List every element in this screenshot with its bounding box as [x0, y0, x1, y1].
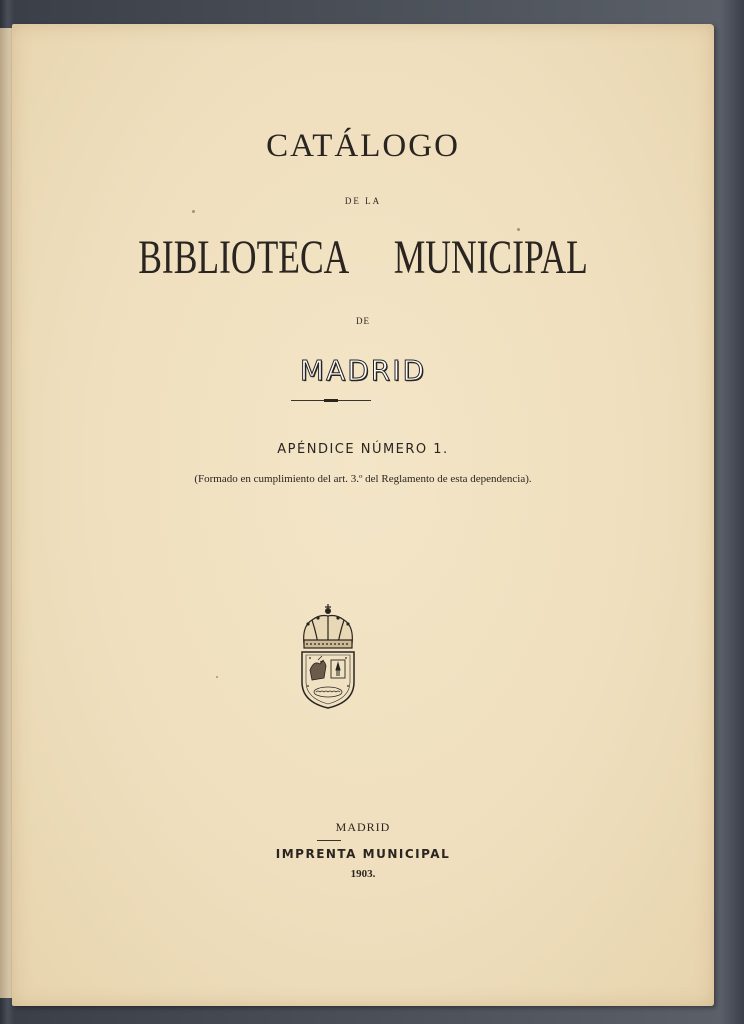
imprint-press: IMPRENTA MUNICIPAL: [275, 847, 451, 861]
paper-speck: [192, 210, 195, 213]
madrid-coat-of-arms-icon: [296, 600, 360, 712]
title-madrid: MADRID: [299, 354, 427, 387]
title-biblioteca-municipal: [103, 230, 622, 285]
title-biblioteca: BIBLIOTECA: [138, 231, 350, 284]
imprint-city: MADRID: [335, 820, 391, 834]
title-de: DE: [356, 316, 370, 326]
title-catalogo: CATÁLOGO: [266, 128, 460, 164]
appendix-heading: APÉNDICE NÚMERO 1.: [277, 442, 449, 457]
imprint-rule: [317, 840, 341, 841]
ornamental-rule: [291, 400, 371, 401]
appendix-note: (Formado en cumplimiento del art. 3.º del Reglamento de esta dependencia).: [194, 473, 532, 485]
paper-speck: [216, 676, 218, 678]
title-de-la: DE LA: [344, 196, 382, 206]
imprint-year: 1903.: [350, 868, 376, 880]
title-municipal: MUNICIPAL: [393, 231, 588, 284]
title-page: [12, 24, 714, 1006]
